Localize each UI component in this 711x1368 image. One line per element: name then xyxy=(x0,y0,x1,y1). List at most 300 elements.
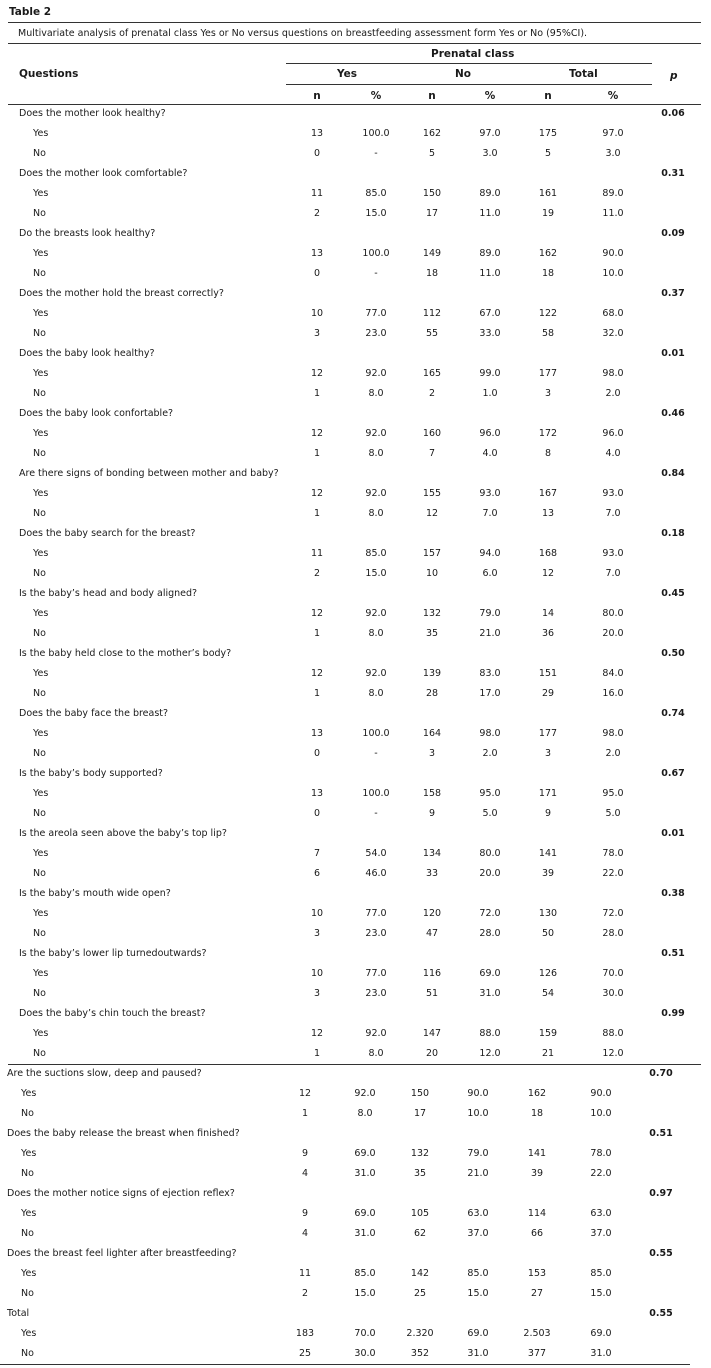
cell-value: 79.0 xyxy=(467,1148,489,1159)
answer-label-no: No xyxy=(21,1288,34,1299)
cell-value: 80.0 xyxy=(479,848,501,859)
answer-label-yes: Yes xyxy=(21,1268,37,1279)
cell-value: 93.0 xyxy=(602,488,624,499)
cell-value: 155 xyxy=(422,488,442,499)
cell-value: 12 xyxy=(310,1028,324,1039)
subheader-total-pct: % xyxy=(607,90,619,102)
cell-value: 77.0 xyxy=(365,968,387,979)
cell-value: 93.0 xyxy=(602,548,624,559)
cell-value: - xyxy=(374,808,378,819)
p-value: 0.31 xyxy=(661,168,685,179)
cell-value: 85.0 xyxy=(365,548,387,559)
cell-value: 1 xyxy=(313,688,321,699)
header-bottom-rule xyxy=(8,104,701,105)
cell-value: 97.0 xyxy=(602,128,624,139)
cell-value: 92.0 xyxy=(365,368,387,379)
answer-label-yes: Yes xyxy=(21,1088,37,1099)
cell-value: 12 xyxy=(310,488,324,499)
header-questions: Questions xyxy=(19,68,79,80)
answer-label-yes: Yes xyxy=(33,848,49,859)
p-value: 0.97 xyxy=(649,1188,673,1199)
header-total: Total xyxy=(569,68,598,80)
cell-value: 30.0 xyxy=(354,1348,376,1359)
cell-value: 10.0 xyxy=(467,1108,489,1119)
cell-value: 151 xyxy=(538,668,558,679)
subheader-no-n: n xyxy=(428,90,436,102)
subheader-yes-pct: % xyxy=(370,90,382,102)
cell-value: 114 xyxy=(527,1208,547,1219)
cell-value: 100.0 xyxy=(362,788,390,799)
cell-value: 12.0 xyxy=(479,1048,501,1059)
cell-value: 9 xyxy=(428,808,436,819)
cell-value: 12 xyxy=(298,1088,312,1099)
answer-label-yes: Yes xyxy=(21,1208,37,1219)
cell-value: 90.0 xyxy=(590,1088,612,1099)
cell-value: 8.0 xyxy=(368,448,384,459)
cell-value: 352 xyxy=(410,1348,430,1359)
answer-label-yes: Yes xyxy=(21,1148,37,1159)
cell-value: 35 xyxy=(425,628,439,639)
cell-value: 9 xyxy=(301,1208,309,1219)
cell-value: 89.0 xyxy=(479,188,501,199)
answer-label-yes: Yes xyxy=(33,1028,49,1039)
cell-value: 132 xyxy=(410,1148,430,1159)
table-caption-box xyxy=(8,22,701,44)
cell-value: 13 xyxy=(310,128,324,139)
cell-value: 183 xyxy=(295,1328,315,1339)
cell-value: 85.0 xyxy=(354,1268,376,1279)
answer-label-no: No xyxy=(33,388,46,399)
cell-value: 7 xyxy=(428,448,436,459)
answer-label-no: No xyxy=(33,928,46,939)
cell-value: 83.0 xyxy=(479,668,501,679)
cell-value: 8.0 xyxy=(368,628,384,639)
answer-label-no: No xyxy=(21,1228,34,1239)
p-value: 0.38 xyxy=(661,888,685,899)
cell-value: 28.0 xyxy=(479,928,501,939)
answer-label-yes: Yes xyxy=(33,788,49,799)
cell-value: 3 xyxy=(544,748,552,759)
cell-value: 11 xyxy=(298,1268,312,1279)
cell-value: 5 xyxy=(428,148,436,159)
cell-value: 4.0 xyxy=(605,448,621,459)
cell-value: 39 xyxy=(541,868,555,879)
cell-value: 79.0 xyxy=(479,608,501,619)
p-value: 0.55 xyxy=(649,1308,673,1319)
cell-value: 8.0 xyxy=(368,388,384,399)
cell-value: 12 xyxy=(541,568,555,579)
cell-value: 12 xyxy=(310,668,324,679)
cell-value: 177 xyxy=(538,368,558,379)
p-value: 0.01 xyxy=(661,828,685,839)
cell-value: 92.0 xyxy=(354,1088,376,1099)
answer-label-yes: Yes xyxy=(21,1328,37,1339)
cell-value: 92.0 xyxy=(365,1028,387,1039)
cell-value: 162 xyxy=(422,128,442,139)
cell-value: 72.0 xyxy=(602,908,624,919)
answer-label-yes: Yes xyxy=(33,428,49,439)
cell-value: 77.0 xyxy=(365,908,387,919)
cell-value: 15.0 xyxy=(590,1288,612,1299)
cell-value: 147 xyxy=(422,1028,442,1039)
cell-value: 39 xyxy=(530,1168,544,1179)
cell-value: 168 xyxy=(538,548,558,559)
cell-value: - xyxy=(374,148,378,159)
answer-label-no: No xyxy=(33,148,46,159)
header-yes: Yes xyxy=(337,68,358,80)
question-label: Is the areola seen above the baby’s top lip? xyxy=(19,828,227,839)
answer-label-yes: Yes xyxy=(33,728,49,739)
cell-value: 3 xyxy=(313,328,321,339)
answer-label-no: No xyxy=(33,328,46,339)
answer-label-yes: Yes xyxy=(33,908,49,919)
cell-value: 10 xyxy=(310,908,324,919)
answer-label-no: No xyxy=(33,988,46,999)
cell-value: 15.0 xyxy=(354,1288,376,1299)
cell-value: 100.0 xyxy=(362,128,390,139)
cell-value: 72.0 xyxy=(479,908,501,919)
cell-value: 93.0 xyxy=(479,488,501,499)
subheader-total-n: n xyxy=(544,90,552,102)
cell-value: 157 xyxy=(422,548,442,559)
cell-value: 85.0 xyxy=(365,188,387,199)
cell-value: 1 xyxy=(313,1048,321,1059)
cell-value: 2.0 xyxy=(482,748,498,759)
question-label: Do the breasts look healthy? xyxy=(19,228,156,239)
answer-label-no: No xyxy=(33,748,46,759)
cell-value: 1 xyxy=(313,628,321,639)
question-label: Is the baby’s body supported? xyxy=(19,768,163,779)
p-value: 0.51 xyxy=(661,948,685,959)
question-label: Does the baby face the breast? xyxy=(19,708,169,719)
cell-value: 25 xyxy=(298,1348,312,1359)
cell-value: 15.0 xyxy=(365,568,387,579)
p-value: 0.09 xyxy=(661,228,685,239)
cell-value: 80.0 xyxy=(602,608,624,619)
answer-label-yes: Yes xyxy=(33,308,49,319)
cell-value: 10.0 xyxy=(602,268,624,279)
cell-value: 150 xyxy=(422,188,442,199)
question-label: Does the baby look confortable? xyxy=(19,408,174,419)
answer-label-yes: Yes xyxy=(33,248,49,259)
cell-value: 46.0 xyxy=(365,868,387,879)
cell-value: 88.0 xyxy=(602,1028,624,1039)
question-label: Total xyxy=(7,1308,30,1319)
cell-value: 31.0 xyxy=(354,1168,376,1179)
answer-label-yes: Yes xyxy=(33,188,49,199)
cell-value: 12 xyxy=(310,428,324,439)
cell-value: 96.0 xyxy=(479,428,501,439)
cell-value: 10.0 xyxy=(590,1108,612,1119)
cell-value: 175 xyxy=(538,128,558,139)
cell-value: 159 xyxy=(538,1028,558,1039)
cell-value: 161 xyxy=(538,188,558,199)
question-label: Does the breast feel lighter after breastfeeding? xyxy=(7,1248,237,1259)
cell-value: 28.0 xyxy=(602,928,624,939)
cell-value: 167 xyxy=(538,488,558,499)
cell-value: 98.0 xyxy=(602,368,624,379)
cell-value: 98.0 xyxy=(602,728,624,739)
answer-label-yes: Yes xyxy=(33,128,49,139)
question-label: Are the suctions slow, deep and paused? xyxy=(7,1068,202,1079)
cell-value: 3 xyxy=(544,388,552,399)
cell-value: 8 xyxy=(544,448,552,459)
cell-value: 19 xyxy=(541,208,555,219)
cell-value: 11 xyxy=(310,548,324,559)
cell-value: 11.0 xyxy=(602,208,624,219)
cell-value: - xyxy=(374,268,378,279)
cell-value: 18 xyxy=(541,268,555,279)
cell-value: 63.0 xyxy=(590,1208,612,1219)
cell-value: 36 xyxy=(541,628,555,639)
cell-value: 28 xyxy=(425,688,439,699)
cell-value: 54.0 xyxy=(365,848,387,859)
cell-value: 17.0 xyxy=(479,688,501,699)
cell-value: 95.0 xyxy=(479,788,501,799)
cell-value: 141 xyxy=(527,1148,547,1159)
p-value: 0.99 xyxy=(661,1008,685,1019)
cell-value: 1 xyxy=(313,388,321,399)
cell-value: 17 xyxy=(425,208,439,219)
cell-value: 16.0 xyxy=(602,688,624,699)
cell-value: 32.0 xyxy=(602,328,624,339)
header-divider-groups xyxy=(286,84,652,85)
cell-value: 162 xyxy=(527,1088,547,1099)
cell-value: 7 xyxy=(313,848,321,859)
p-value: 0.46 xyxy=(661,408,685,419)
cell-value: 29 xyxy=(541,688,555,699)
cell-value: 132 xyxy=(422,608,442,619)
cell-value: 116 xyxy=(422,968,442,979)
p-value: 0.45 xyxy=(661,588,685,599)
cell-value: 122 xyxy=(538,308,558,319)
cell-value: 149 xyxy=(422,248,442,259)
cell-value: 2.0 xyxy=(605,388,621,399)
cell-value: 9 xyxy=(544,808,552,819)
cell-value: 66 xyxy=(530,1228,544,1239)
answer-label-yes: Yes xyxy=(33,608,49,619)
cell-value: 17 xyxy=(413,1108,427,1119)
cell-value: 92.0 xyxy=(365,608,387,619)
answer-label-no: No xyxy=(33,868,46,879)
cell-value: 2 xyxy=(301,1288,309,1299)
answer-label-yes: Yes xyxy=(33,488,49,499)
cell-value: 5.0 xyxy=(605,808,621,819)
cell-value: 177 xyxy=(538,728,558,739)
cell-value: 30.0 xyxy=(602,988,624,999)
total-bottom-rule xyxy=(0,1364,690,1365)
cell-value: 9 xyxy=(301,1148,309,1159)
cell-value: 8.0 xyxy=(368,508,384,519)
cell-value: 3 xyxy=(428,748,436,759)
cell-value: 0 xyxy=(313,808,321,819)
cell-value: 50 xyxy=(541,928,555,939)
p-value: 0.84 xyxy=(661,468,685,479)
header-p: p xyxy=(670,70,678,82)
question-label: Is the baby’s head and body aligned? xyxy=(19,588,198,599)
cell-value: 13 xyxy=(541,508,555,519)
cell-value: 12 xyxy=(310,368,324,379)
cell-value: 160 xyxy=(422,428,442,439)
cell-value: 12 xyxy=(425,508,439,519)
answer-label-no: No xyxy=(33,208,46,219)
cell-value: 85.0 xyxy=(590,1268,612,1279)
cell-value: 97.0 xyxy=(479,128,501,139)
cell-value: 6 xyxy=(313,868,321,879)
cell-value: 51 xyxy=(425,988,439,999)
cell-value: 10 xyxy=(310,968,324,979)
cell-value: 31.0 xyxy=(479,988,501,999)
answer-label-no: No xyxy=(33,448,46,459)
header-no: No xyxy=(455,68,472,80)
p-value: 0.50 xyxy=(661,648,685,659)
question-label: Does the baby release the breast when finished? xyxy=(7,1128,240,1139)
question-label: Does the baby’s chin touch the breast? xyxy=(19,1008,206,1019)
cell-value: 0 xyxy=(313,268,321,279)
cell-value: 23.0 xyxy=(365,328,387,339)
cell-value: 84.0 xyxy=(602,668,624,679)
cell-value: 10 xyxy=(425,568,439,579)
cell-value: 22.0 xyxy=(590,1168,612,1179)
cell-value: 31.0 xyxy=(590,1348,612,1359)
cell-value: 69.0 xyxy=(479,968,501,979)
cell-value: 78.0 xyxy=(590,1148,612,1159)
cell-value: 37.0 xyxy=(467,1228,489,1239)
cell-value: 27 xyxy=(530,1288,544,1299)
answer-label-yes: Yes xyxy=(33,668,49,679)
cell-value: 112 xyxy=(422,308,442,319)
cell-value: 99.0 xyxy=(479,368,501,379)
cell-value: 2 xyxy=(313,568,321,579)
p-value: 0.06 xyxy=(661,108,685,119)
cell-value: - xyxy=(374,748,378,759)
cell-value: 7.0 xyxy=(605,568,621,579)
cell-value: 67.0 xyxy=(479,308,501,319)
cell-value: 55 xyxy=(425,328,439,339)
question-label: Does the mother notice signs of ejection reflex? xyxy=(7,1188,235,1199)
answer-label-yes: Yes xyxy=(33,968,49,979)
cell-value: 142 xyxy=(410,1268,430,1279)
cell-value: 98.0 xyxy=(479,728,501,739)
p-value: 0.70 xyxy=(649,1068,673,1079)
cell-value: 377 xyxy=(527,1348,547,1359)
cell-value: 90.0 xyxy=(602,248,624,259)
cell-value: 12.0 xyxy=(602,1048,624,1059)
cell-value: 171 xyxy=(538,788,558,799)
cell-value: 4 xyxy=(301,1168,309,1179)
cell-value: 8.0 xyxy=(368,688,384,699)
cell-value: 4 xyxy=(301,1228,309,1239)
cell-value: 120 xyxy=(422,908,442,919)
cell-value: 11.0 xyxy=(479,268,501,279)
cell-value: 92.0 xyxy=(365,428,387,439)
cell-value: 58 xyxy=(541,328,555,339)
cell-value: 162 xyxy=(538,248,558,259)
p-value: 0.51 xyxy=(649,1128,673,1139)
p-value: 0.37 xyxy=(661,288,685,299)
question-label: Does the baby look healthy? xyxy=(19,348,155,359)
cell-value: 5.0 xyxy=(482,808,498,819)
cell-value: 77.0 xyxy=(365,308,387,319)
cell-value: 21 xyxy=(541,1048,555,1059)
cell-value: 96.0 xyxy=(602,428,624,439)
cell-value: 35 xyxy=(413,1168,427,1179)
cell-value: 3 xyxy=(313,928,321,939)
cell-value: 1.0 xyxy=(482,388,498,399)
cell-value: 92.0 xyxy=(365,488,387,499)
cell-value: 89.0 xyxy=(602,188,624,199)
answer-label-yes: Yes xyxy=(33,368,49,379)
cell-value: 21.0 xyxy=(467,1168,489,1179)
cell-value: 14 xyxy=(541,608,555,619)
answer-label-no: No xyxy=(33,808,46,819)
cell-value: 23.0 xyxy=(365,988,387,999)
answer-label-no: No xyxy=(33,268,46,279)
cell-value: 15.0 xyxy=(467,1288,489,1299)
question-label: Is the baby held close to the mother’s body? xyxy=(19,648,232,659)
cell-value: 7.0 xyxy=(482,508,498,519)
cell-value: 141 xyxy=(538,848,558,859)
cell-value: 0 xyxy=(313,748,321,759)
cell-value: 6.0 xyxy=(482,568,498,579)
table-caption: Multivariate analysis of prenatal class Yes or No versus questions on breastfeeding assessment form Yes or No (95%CI). xyxy=(18,28,588,39)
cell-value: 31.0 xyxy=(467,1348,489,1359)
cell-value: 165 xyxy=(422,368,442,379)
cell-value: 69.0 xyxy=(467,1328,489,1339)
question-label: Does the mother hold the breast correctly? xyxy=(19,288,224,299)
cell-value: 31.0 xyxy=(354,1228,376,1239)
cell-value: 1 xyxy=(313,508,321,519)
header-prenatal-class: Prenatal class xyxy=(431,48,515,60)
cell-value: 153 xyxy=(527,1268,547,1279)
question-label: Is the baby’s mouth wide open? xyxy=(19,888,171,899)
cell-value: 37.0 xyxy=(590,1228,612,1239)
p-value: 0.55 xyxy=(649,1248,673,1259)
cell-value: 158 xyxy=(422,788,442,799)
cell-value: 20.0 xyxy=(479,868,501,879)
cell-value: 172 xyxy=(538,428,558,439)
p-value: 0.74 xyxy=(661,708,685,719)
answer-label-no: No xyxy=(33,628,46,639)
cell-value: 85.0 xyxy=(467,1268,489,1279)
cell-value: 2 xyxy=(428,388,436,399)
cell-value: 47 xyxy=(425,928,439,939)
cell-value: 88.0 xyxy=(479,1028,501,1039)
cell-value: 94.0 xyxy=(479,548,501,559)
cell-value: 18 xyxy=(530,1108,544,1119)
cell-value: 2.0 xyxy=(605,748,621,759)
cell-value: 63.0 xyxy=(467,1208,489,1219)
cell-value: 105 xyxy=(410,1208,430,1219)
answer-label-no: No xyxy=(33,1048,46,1059)
cell-value: 23.0 xyxy=(365,928,387,939)
cell-value: 1 xyxy=(313,448,321,459)
cell-value: 69.0 xyxy=(354,1148,376,1159)
cell-value: 21.0 xyxy=(479,628,501,639)
cell-value: 13 xyxy=(310,728,324,739)
cell-value: 100.0 xyxy=(362,728,390,739)
subheader-yes-n: n xyxy=(313,90,321,102)
cell-value: 10 xyxy=(310,308,324,319)
cell-value: 150 xyxy=(410,1088,430,1099)
question-label: Are there signs of bonding between mother and baby? xyxy=(19,468,279,479)
cell-value: 13 xyxy=(310,788,324,799)
cell-value: 12 xyxy=(310,608,324,619)
table-title: Table 2 xyxy=(9,6,52,18)
cell-value: 54 xyxy=(541,988,555,999)
cell-value: 130 xyxy=(538,908,558,919)
cell-value: 11.0 xyxy=(479,208,501,219)
